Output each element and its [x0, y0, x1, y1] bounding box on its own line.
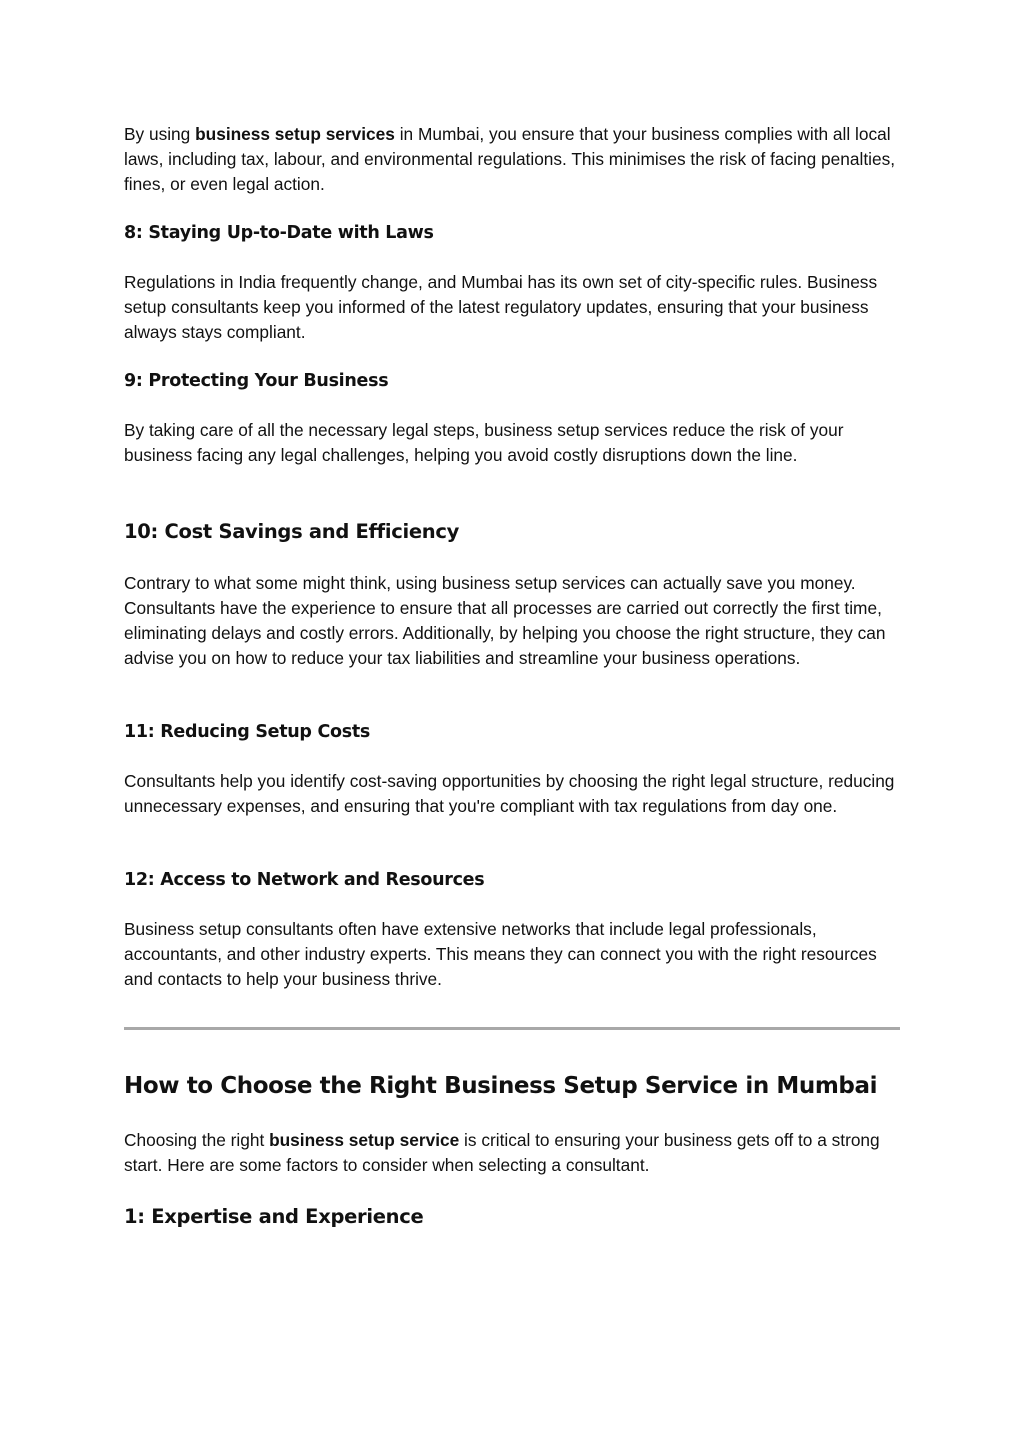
horizontal-divider [124, 1027, 900, 1030]
section-body-12 [124, 917, 904, 992]
section-heading-10 [124, 520, 904, 544]
intro-paragraph [124, 122, 904, 197]
choose-text-post: is critical to ensuring your business gets off to a strong start. Here are some factors to consider when selecting a consultant. [124, 1130, 880, 1175]
section-heading-11 [124, 720, 904, 744]
intro-text-pre: By using [124, 124, 196, 144]
section-heading: 11: Reducing Setup Costs [124, 722, 371, 742]
section-body-9 [124, 418, 904, 468]
section-heading: 10: Cost Savings and Efficiency [124, 520, 460, 543]
choose-title: How to Choose the Right Business Setup Service in Mumbai [124, 1073, 878, 1099]
section-body-10 [124, 571, 904, 671]
section-heading-9 [124, 369, 904, 393]
section-heading: 8: Staying Up-to-Date with Laws [124, 223, 434, 243]
section-body: Regulations in India frequently change, and Mumbai has its own set of city-specific rules. Business setup consultants keep you informed of the latest regulatory updates, ensuring that your business always stays compliant. [124, 272, 878, 342]
section-heading: 12: Access to Network and Resources [124, 870, 485, 890]
choose-title-block [124, 1071, 904, 1101]
section-body-8 [124, 270, 904, 345]
section-body: Contrary to what some might think, using business setup services can actually save you money. Consultants have the experience to ensure that all processes are carried out correctly the first time, eliminating delays and costly errors. Additionally, by helping you choose the right structure, they can advise you on how to reduce your tax liabilities and streamline your business operations. [124, 573, 886, 668]
intro-text [124, 122, 904, 197]
section-body: Consultants help you identify cost-saving opportunities by choosing the right legal structure, reducing unnecessary expenses, and ensuring that you're compliant with tax regulations from day one. [124, 771, 895, 816]
section-heading-8 [124, 221, 904, 245]
choose-paragraph [124, 1128, 904, 1178]
intro-text-post: in Mumbai, you ensure that your business complies with all local laws, including tax, labour, and environmental regulations. This minimises the risk of facing penalties, fines, or even legal action. [124, 124, 896, 194]
section-body: Business setup consultants often have extensive networks that include legal professionals, accountants, and other industry experts. This means they can connect you with the right resources and contacts to help your business thrive. [124, 919, 877, 989]
choose-text-pre: Choosing the right [124, 1130, 270, 1150]
section-heading-12 [124, 868, 904, 892]
choose-text-bold: business setup service [269, 1130, 460, 1150]
section-heading: 9: Protecting Your Business [124, 371, 389, 391]
intro-text-bold: business setup services [195, 124, 395, 144]
choose-subheading-block [124, 1205, 904, 1229]
choose-text [124, 1128, 904, 1178]
section-body: By taking care of all the necessary legal steps, business setup services reduce the risk of your business facing any legal challenges, helping you avoid costly disruptions down the line. [124, 420, 844, 465]
section-body-11 [124, 769, 904, 819]
choose-subheading: 1: Expertise and Experience [124, 1205, 424, 1228]
